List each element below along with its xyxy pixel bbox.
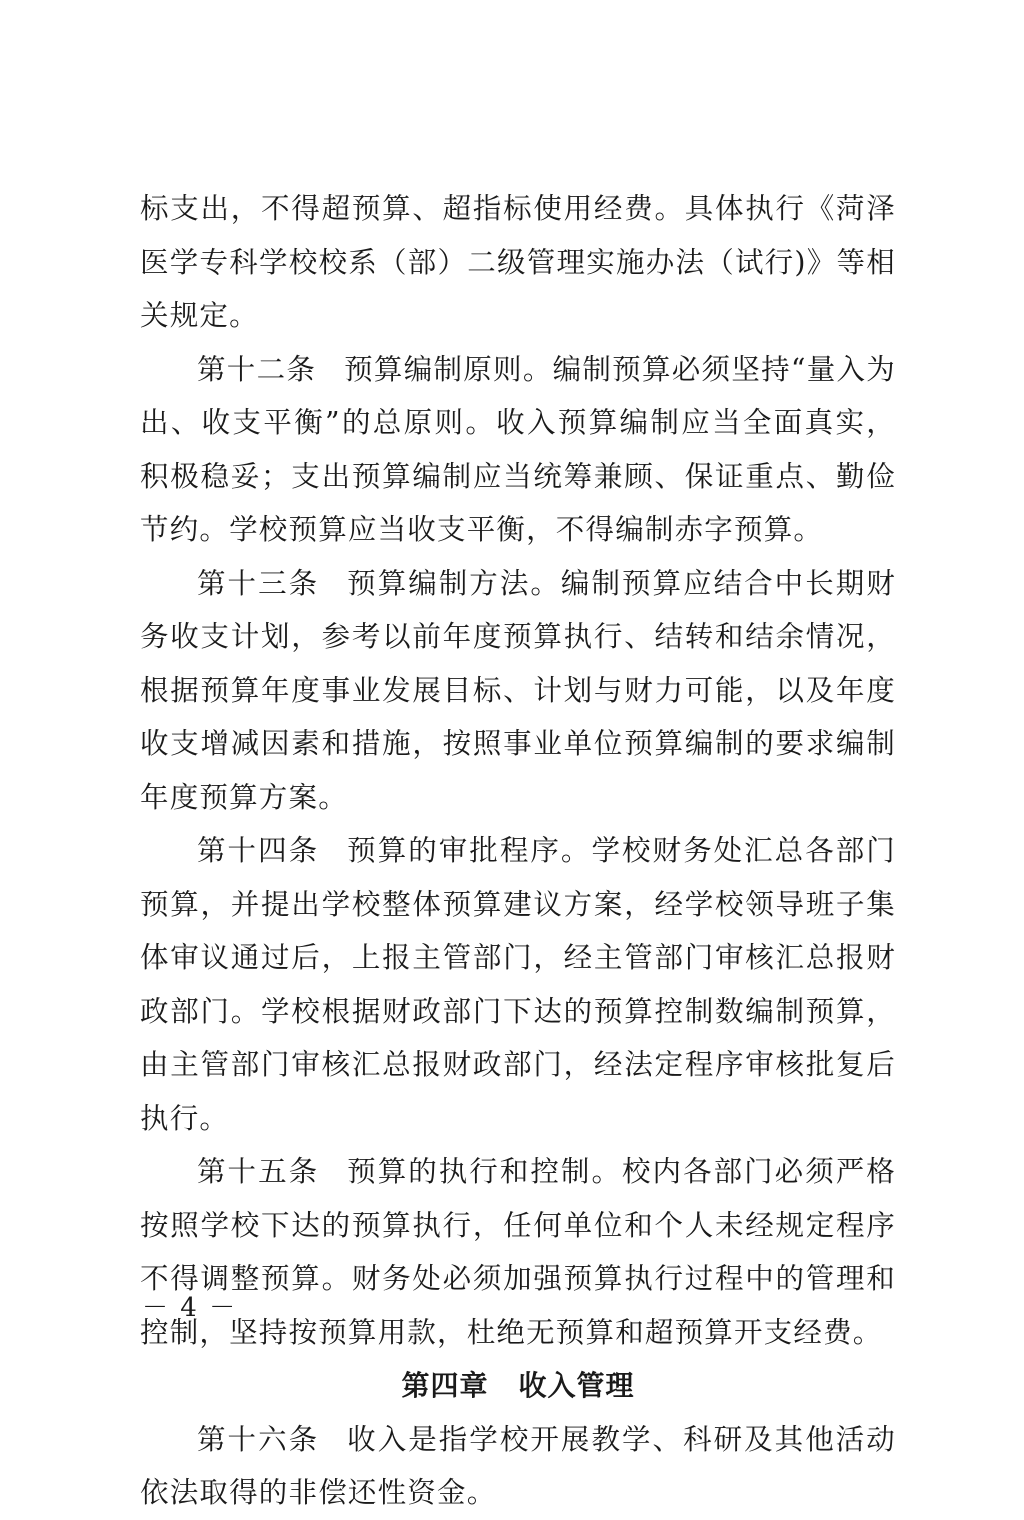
article-text: 预算的执行和控制。校内各部门必须严格按照学校下达的预算执行，任何单位和个人未经规定程序不得调整预算。财务处必须加强预算执行过程中的管理和控制，坚持按预算用款，杜绝无预算和超预算开支经费。 [140, 1155, 896, 1349]
article-text: 预算编制方法。编制预算应结合中长期财务收支计划，参考以前年度预算执行、结转和结余情况，根据预算年度事业发展目标、计划与财力可能，以及年度收支增减因素和措施，按照事业单位预算编制的要求编制年度预算方案。 [140, 566, 896, 814]
article-15 [140, 1145, 896, 1359]
page-number: － 4 － [142, 1293, 238, 1323]
article-14 [140, 824, 896, 1145]
article-number: 第十五条 [197, 1155, 320, 1188]
article-number: 第十三条 [197, 566, 320, 600]
document-body [140, 182, 896, 1520]
article-number: 第十二条 [197, 352, 317, 386]
article-16 [140, 1413, 896, 1520]
paragraph-text: 标支出，不得超预算、超指标使用经费。具体执行《菏泽医学专科学校校系（部）二级管理实施办法（试行)》等相关规定。 [140, 192, 896, 332]
chapter-title: 收入管理 [518, 1369, 635, 1402]
article-text: 预算编制原则。编制预算必须坚持“量入为出、收支平衡”的总原则。收入预算编制应当全面真实，积极稳妥；支出预算编制应当统筹兼顾、保证重点、勤俭节约。学校预算应当收支平衡，不得编制赤字预算。 [140, 352, 896, 546]
chapter-number: 第四章 [401, 1369, 489, 1402]
article-text: 收入是指学校开展教学、科研及其他活动依法取得的非偿还性资金。 [140, 1422, 896, 1509]
article-13 [140, 557, 896, 825]
paragraph-continuation [140, 182, 896, 343]
article-12 [140, 343, 896, 557]
article-number: 第十六条 [197, 1422, 320, 1456]
chapter-heading [140, 1359, 896, 1413]
article-number: 第十四条 [197, 834, 320, 867]
article-text: 预算的审批程序。学校财务处汇总各部门预算，并提出学校整体预算建议方案，经学校领导班子集体审议通过后，上报主管部门，经主管部门审核汇总报财政部门。学校根据财政部门下达的预算控制数编制预算，由主管部门审核汇总报财政部门，经法定程序审核批复后执行。 [140, 834, 896, 1135]
